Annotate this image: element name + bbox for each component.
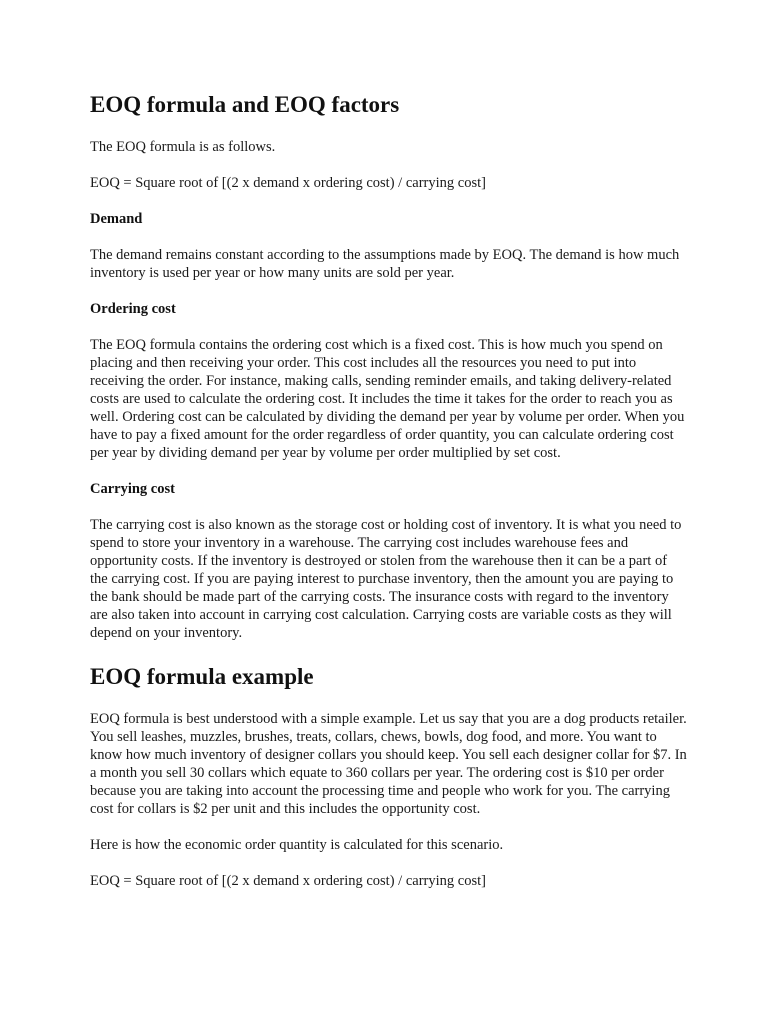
intro-paragraph: The EOQ formula is as follows.: [90, 139, 276, 155]
section-title-eoq-factors: EOQ formula and EOQ factors: [90, 92, 400, 117]
heading-demand: Demand: [90, 211, 143, 227]
heading-ordering-cost: Ordering cost: [90, 301, 176, 317]
eoq-formula: EOQ = Square root of [(2 x demand x ordering cost) / carrying cost]: [90, 175, 486, 191]
heading-carrying-cost: Carrying cost: [90, 481, 175, 497]
ordering-cost-paragraph: The EOQ formula contains the ordering cost which is a fixed cost. This is how much you spend on placing and then receiving your order. This cost includes all the resources you need to put into receiving the order. For instance, making calls, sending reminder emails, and taking delivery-related costs are used to calculate the ordering cost. It includes the time it takes for the order to reach you as well. Ordering cost can be calculated by dividing the demand per year by volume per order. When you have to pay a fixed amount for the order regardless of order quantity, you can calculate ordering cost per year by dividing demand per year by volume per order multiplied by set cost.: [90, 337, 685, 461]
example-paragraph: EOQ formula is best understood with a simple example. Let us say that you are a dog products retailer. You sell leashes, muzzles, brushes, treats, collars, chews, bowls, dog food, and more. You want to know how much inventory of designer collars you should keep. You sell each designer collar for $7. In a month you sell 30 collars which equate to 360 collars per year. The ordering cost is $10 per order because you are taking into account the processing time and people who work for you. The carrying cost for collars is $2 per unit and this includes the opportunity cost.: [90, 711, 687, 817]
demand-paragraph: The demand remains constant according to the assumptions made by EOQ. The demand is how much inventory is used per year or how many units are sold per year.: [90, 247, 680, 281]
carrying-cost-paragraph: The carrying cost is also known as the storage cost or holding cost of inventory. It is what you need to spend to store your inventory in a warehouse. The carrying cost includes warehouse fees and opportunity costs. If the inventory is destroyed or stolen from the warehouse then it can be a part of the carrying cost. If you are paying interest to purchase inventory, then the amount you are paying to the bank should be made part of the carrying costs. The insurance costs with regard to the inventory are also taken into account in carrying cost calculation. Carrying costs are variable costs as they will depend on your inventory.: [90, 517, 682, 641]
section-title-eoq-example: EOQ formula example: [90, 664, 314, 689]
document-page: [90, 90, 688, 890]
eoq-formula-repeat: EOQ = Square root of [(2 x demand x ordering cost) / carrying cost]: [90, 873, 486, 889]
calculation-intro: Here is how the economic order quantity is calculated for this scenario.: [90, 837, 504, 853]
